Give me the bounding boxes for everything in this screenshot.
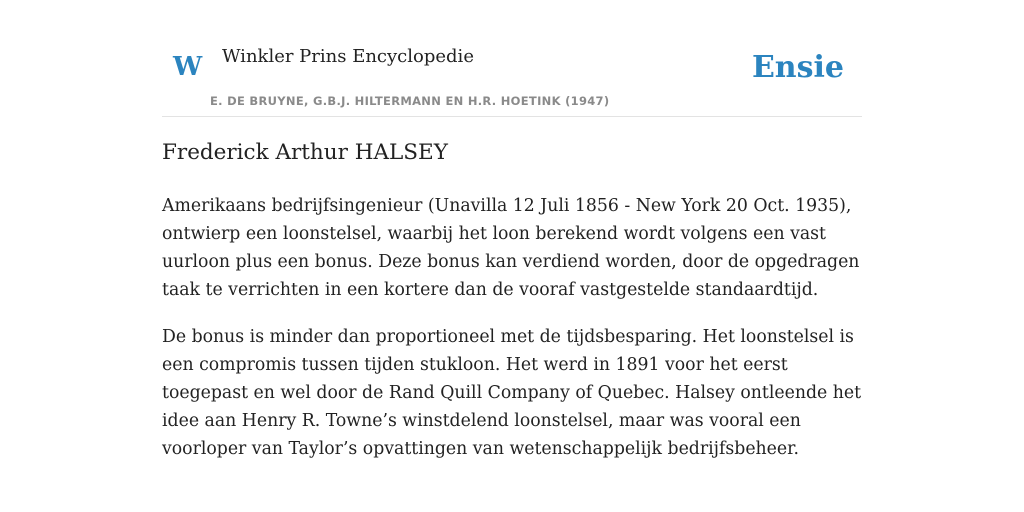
brand-logo[interactable]: Ensie [751,50,844,85]
article-title: Frederick Arthur HALSEY [162,140,448,165]
page-header [162,0,862,117]
publication-title[interactable]: Winkler Prins Encyclopedie [222,46,474,67]
article-body [162,192,864,482]
publication-logo[interactable]: W [173,52,203,82]
article-paragraph: Amerikaans bedrijfsingenieur (Unavilla 12 Juli 1856 - New York 20 Oct. 1935), ontwierp een loonstelsel, waarbij het loon berekend wordt volgens een vast uurloon plus een bonus. Deze bonus kan verdiend worden, door de opgedragen taak te verrichten in een kortere dan de vooraf vastgestelde standaardtijd. [162,196,860,300]
publication-authors: E. DE BRUYNE, G.B.J. HILTERMANN EN H.R. HOETINK (1947) [210,94,610,108]
article-paragraph: De bonus is minder dan proportioneel met de tijdsbesparing. Het loonstelsel is een compromis tussen tijden stukloon. Het werd in 1891 voor het eerst toegepast en wel door de Rand Quill Company of Quebec. Halsey ontleende het idee aan Henry R. Towne’s winstdelend loonstelsel, maar was vooral een voorloper van Taylor’s opvattingen van wetenschappelijk bedrijfsbeheer. [162,327,862,459]
